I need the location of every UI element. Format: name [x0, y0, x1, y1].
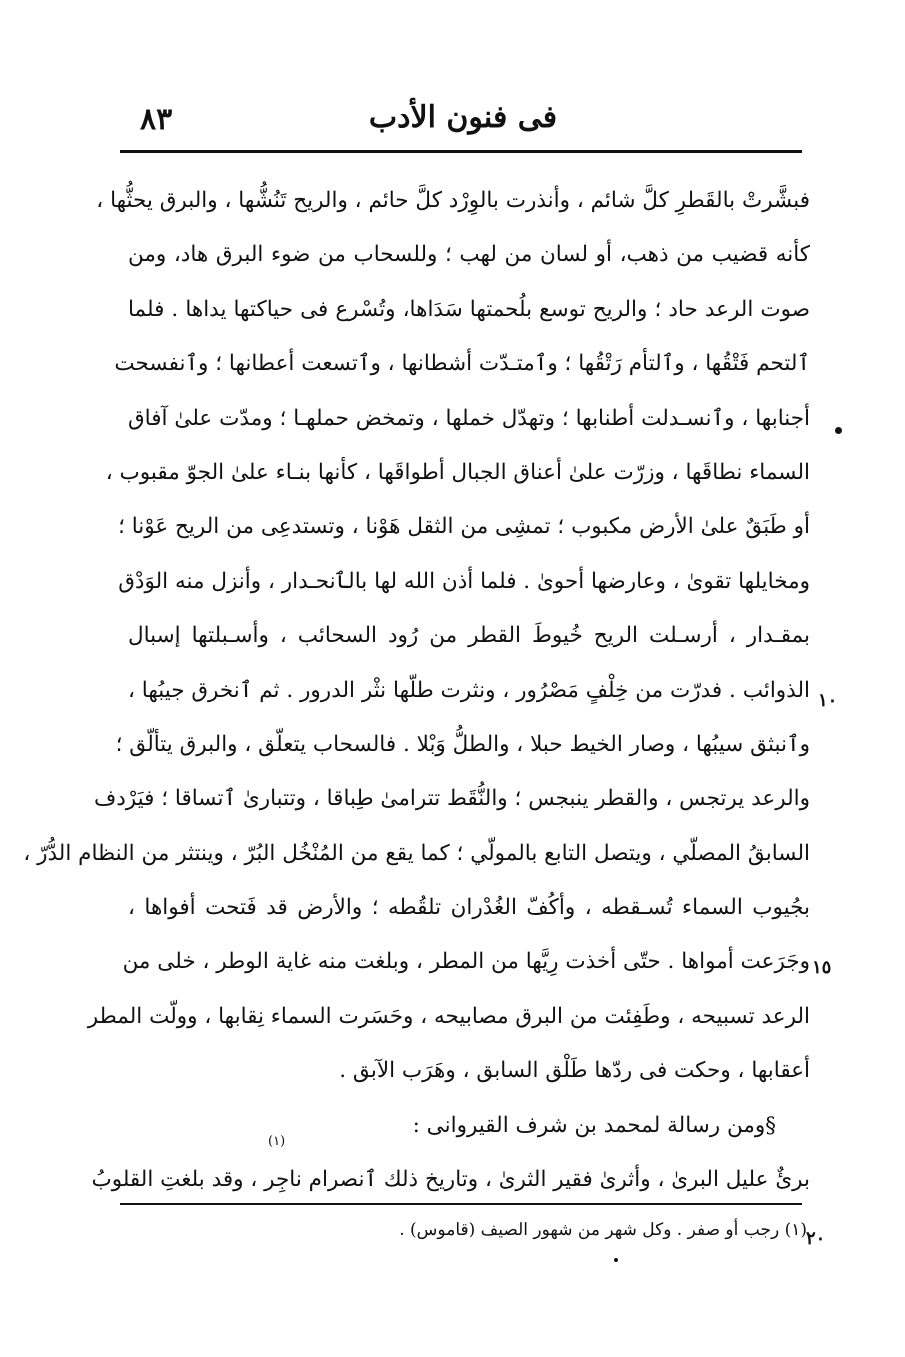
body-text — [23, 174, 810, 1207]
page-number: ٨٣ — [140, 102, 173, 137]
footnote-reference: (١) — [268, 1134, 286, 1149]
line-number-15: ١٥ — [812, 957, 832, 978]
text-line: بمقـدار ، أرسـلت الريح خُيوطَ القطر من رُود السحائب ، وأسـبلتها إسبال — [128, 623, 810, 649]
footnote-dot — [614, 1258, 618, 1262]
text-line: والرعد يرتجس ، والقطر ينبجس ؛ والنُّقَط تترامىٰ طِباقا ، وتتبارىٰ ٱتساقا ؛ فيَرْدف — [93, 786, 810, 812]
page-header — [118, 100, 808, 150]
text-line: ٱلتحم فَتْقُها ، وٱلتأم رَتْقُها ؛ وٱمتـدّت أشطانها ، وٱتسعت أعطانها ؛ وٱنفسحت — [114, 351, 810, 377]
margin-bullet — [835, 427, 842, 434]
footnote: (١) رجب أو صفر . وكل شهر من شهور الصيف (قاموس) . — [399, 1220, 807, 1240]
text-line: بجُيوب السماء تُسـقطه ، وأكُفّ الغُدْران تلقُطه ؛ والأرض قد فَتحت أفواها ، — [128, 895, 810, 921]
running-title: فى فنون الأدب — [368, 100, 558, 135]
section-heading: §ومن رسالة لمحمد بن شرف القيروانى : — [412, 1112, 776, 1138]
text-line: الرعد تسبيحه ، وطَفِئت من البرق مصابيحه ، وحَسَرت السماء نِقابها ، وولّت المطر — [87, 1003, 810, 1029]
text-line: أجنابها ، وٱنسـدلت أطنابها ؛ وتهدّل خملها ، وتمخض حملهـا ؛ ومدّت علىٰ آفاق — [128, 405, 810, 431]
text-line: كأنه قضيب من ذهب، أو لسان من لهب ؛ وللسحاب من ضوء البرق هاد، ومن — [128, 242, 810, 268]
text-line: ومخايلها تقوىٰ ، وعارضها أحوىٰ . فلما أذن الله لها بالٱنحـدار ، وأنزل منه الوَدْق — [118, 568, 810, 594]
line-number-10: ١٠ — [818, 690, 838, 711]
text-line: فبشَّرتْ بالقَطرِ كلَّ شائم ، وأنذرت بالوِرْد كلَّ حائم ، والريح تَنُشُّها ، والبرق يحثُّها ، — [96, 188, 810, 213]
text-line: أو طَبَقٌ علىٰ الأرض مكبوب ؛ تمشِى من الثقل هَوْنا ، وتستدعِى من الريح عَوْنا ؛ — [118, 514, 810, 540]
text-line: وجَرَعت أمواها . حتّى أخذت رِيَّها من المطر ، وبلغت منه غاية الوطر ، خلى من — [122, 949, 810, 975]
footnote-rule — [120, 1203, 802, 1205]
text-line: صوت الرعد حاد ؛ والريح توسع بلُحمتها سَدَاها، وتُسْرع فى حياكتها يداها . فلما — [128, 296, 810, 322]
text-line: برئٌ عليل البرىٰ ، وأثرىٰ فقير الثرىٰ ، وتاريخ ذلك ٱنصرام ناجِر ، وقد بلغتِ القلوبُ — [91, 1167, 810, 1193]
text-line: الذوائب . فدرّت من خِلْفٍ مَصْرُور ، ونثرت طلّها نثْر الدرور . ثم ٱنخرق جيبُها ، — [128, 677, 810, 703]
text-line: وٱنبثق سيبُها ، وصار الخيط حبلا ، والطلُّ وَبْلا . فالسحاب يتعلّق ، والبرق يتألّق ؛ — [115, 731, 810, 757]
text-line: السابقُ المصلّي ، ويتصل التابع بالمولّي ؛ كما يقع من المُنْخُل البُرّ ، وينتثر من النظام الدُّرّ ، — [23, 840, 810, 866]
line-number-20: ٢٠ — [806, 1228, 826, 1249]
header-rule — [120, 150, 802, 153]
text-line: السماء نطاقَها ، وزرّت علىٰ أعناق الجبال أطواقَها ، كأنها بنـاء علىٰ الجوّ مقبوب ، — [105, 459, 810, 485]
text-line: أعقابها ، وحكت فى ردّها طَلْق السابق ، وهَرَب الآبق . — [339, 1058, 810, 1084]
